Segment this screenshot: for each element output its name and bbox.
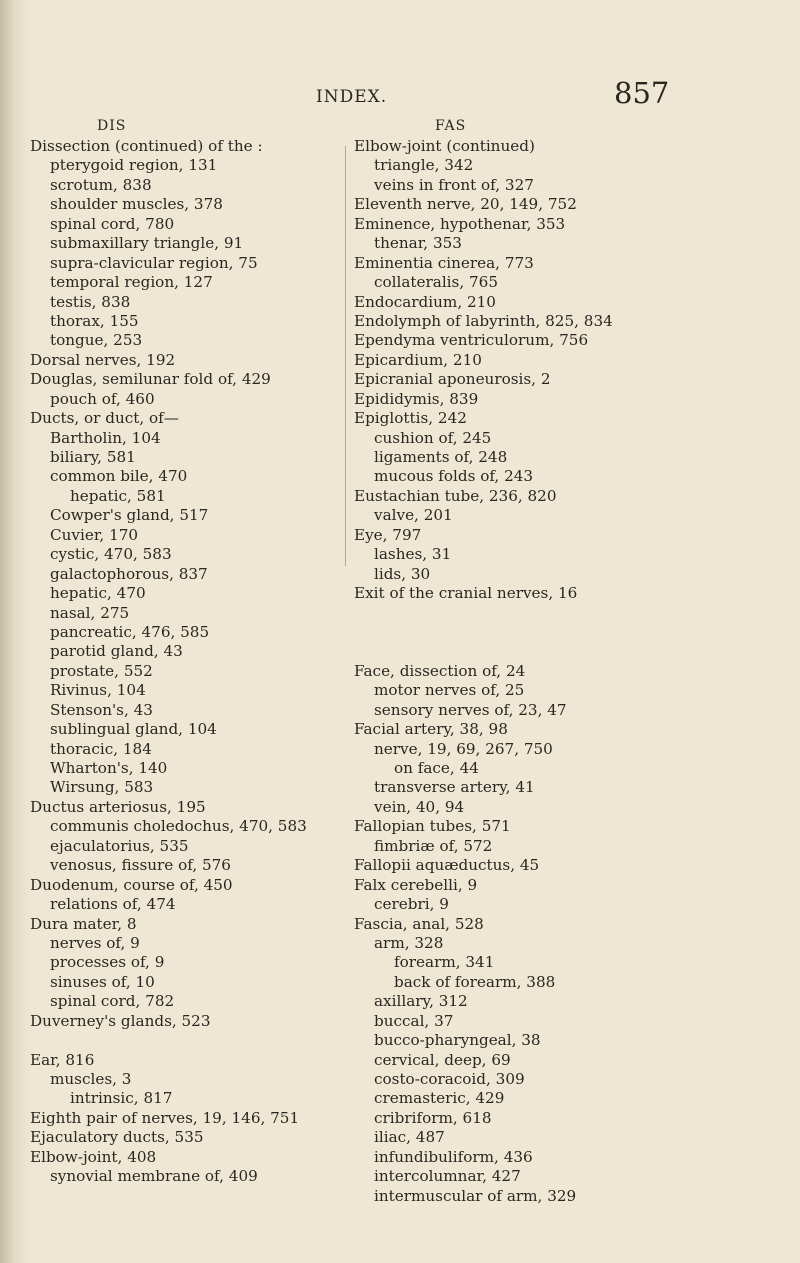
index-subentry: common bile, 470 xyxy=(50,467,188,486)
index-subentry: nasal, 275 xyxy=(50,603,130,622)
index-subentry: sublingual gland, 104 xyxy=(50,720,217,739)
entry-gap xyxy=(354,623,774,642)
index-subentry: thorax, 155 xyxy=(50,311,139,330)
index-entry: Eye, 797 xyxy=(354,525,422,544)
entry-gap xyxy=(354,604,774,623)
index-subentry: Cowper's gland, 517 xyxy=(50,506,209,525)
index-subentry: lashes, 31 xyxy=(374,545,452,564)
index-subentry: intermuscular of arm, 329 xyxy=(374,1186,577,1205)
index-subentry: ejaculatorius, 535 xyxy=(50,836,189,855)
index-subentry: nerves of, 9 xyxy=(50,933,140,952)
index-subentry: testis, 838 xyxy=(50,292,131,311)
index-subentry: scrotum, 838 xyxy=(50,175,152,194)
index-subentry: prostate, 552 xyxy=(50,661,153,680)
index-subentry: costo-coracoid, 309 xyxy=(374,1070,525,1088)
left-column-guide-word: DIS xyxy=(97,118,127,134)
index-subentry: spinal cord, 780 xyxy=(50,214,175,233)
right-index-column xyxy=(354,137,774,1206)
index-subentry: veins in front of, 327 xyxy=(374,175,534,194)
index-entry: Duverney's glands, 523 xyxy=(30,1011,211,1030)
index-subentry: sensory nerves of, 23, 47 xyxy=(374,700,567,719)
index-subentry: biliary, 581 xyxy=(50,448,136,466)
index-subentry: cribriform, 618 xyxy=(374,1108,492,1127)
left-index-column xyxy=(30,137,350,1187)
index-subentry: Wirsung, 583 xyxy=(50,778,154,797)
index-subentry: cerebri, 9 xyxy=(374,895,449,914)
index-subentry: shoulder muscles, 378 xyxy=(50,195,223,214)
index-subentry: tongue, 253 xyxy=(50,331,143,350)
index-subentry: on face, 44 xyxy=(394,759,479,777)
index-subentry: cushion of, 245 xyxy=(374,428,492,447)
index-entry: Elbow-joint (continued) xyxy=(354,137,535,155)
index-subentry: intercolumnar, 427 xyxy=(374,1167,521,1186)
index-subentry: pancreatic, 476, 585 xyxy=(50,622,210,641)
index-subentry: infundibuliform, 436 xyxy=(374,1147,533,1166)
index-entry: Eighth pair of nerves, 19, 146, 751 xyxy=(30,1108,300,1127)
index-subentry: parotid gland, 43 xyxy=(50,642,183,661)
index-subentry: hepatic, 470 xyxy=(50,584,146,603)
index-subentry: galactophorous, 837 xyxy=(50,564,208,583)
index-subentry: Stenson's, 43 xyxy=(50,700,153,719)
index-entry: Epiglottis, 242 xyxy=(354,409,467,428)
index-subentry: transverse artery, 41 xyxy=(374,778,535,797)
index-subentry: Wharton's, 140 xyxy=(50,759,168,777)
index-subentry: axillary, 312 xyxy=(374,992,468,1011)
index-subentry: submaxillary triangle, 91 xyxy=(50,234,244,253)
index-subentry: motor nerves of, 25 xyxy=(374,681,525,700)
index-entry: Dura mater, 8 xyxy=(30,914,137,933)
index-entry: Eminentia cinerea, 773 xyxy=(354,253,534,272)
index-subentry: back of forearm, 388 xyxy=(394,972,556,991)
index-entry: Douglas, semilunar fold of, 429 xyxy=(30,370,271,389)
index-entry: Ductus arteriosus, 195 xyxy=(30,797,206,816)
index-subentry: venosus, fissure of, 576 xyxy=(50,856,231,875)
index-subentry: supra-clavicular region, 75 xyxy=(50,253,258,272)
right-column-guide-word: FAS xyxy=(435,118,467,134)
index-entry: Exit of the cranial nerves, 16 xyxy=(354,584,578,603)
index-subentry: valve, 201 xyxy=(374,506,453,525)
index-entry: Face, dissection of, 24 xyxy=(354,661,526,680)
index-subentry: iliac, 487 xyxy=(374,1128,445,1147)
index-entry: Elbow-joint, 408 xyxy=(30,1147,157,1166)
index-subentry: forearm, 341 xyxy=(394,953,495,972)
index-subentry: hepatic, 581 xyxy=(70,486,166,505)
index-subentry: nerve, 19, 69, 267, 750 xyxy=(374,739,553,758)
index-subentry: spinal cord, 782 xyxy=(50,992,175,1011)
index-subentry: Bartholin, 104 xyxy=(50,428,161,447)
index-subentry: mucous folds of, 243 xyxy=(374,467,534,486)
index-entry: Endolymph of labyrinth, 825, 834 xyxy=(354,311,613,330)
index-entry: Fallopii aquæductus, 45 xyxy=(354,856,540,875)
index-subentry: vein, 40, 94 xyxy=(374,797,465,816)
index-subentry: processes of, 9 xyxy=(50,953,165,972)
index-subentry: lids, 30 xyxy=(374,564,431,583)
index-subentry: arm, 328 xyxy=(374,933,444,952)
index-subentry: buccal, 37 xyxy=(374,1011,454,1030)
index-entry: Eminence, hypothenar, 353 xyxy=(354,214,566,233)
index-subentry: communis choledochus, 470, 583 xyxy=(50,817,307,836)
index-subentry: muscles, 3 xyxy=(50,1070,132,1088)
index-subentry: fimbriæ of, 572 xyxy=(374,836,493,855)
index-subentry: temporal region, 127 xyxy=(50,273,213,292)
index-subentry: Cuvier, 170 xyxy=(50,525,139,544)
index-entry: Epicardium, 210 xyxy=(354,350,482,369)
index-entry: Dissection (continued) of the : xyxy=(30,137,263,155)
index-subentry: bucco-pharyngeal, 38 xyxy=(374,1031,541,1050)
index-entry: Facial artery, 38, 98 xyxy=(354,720,508,739)
index-entry: Endocardium, 210 xyxy=(354,292,496,311)
index-subentry: intrinsic, 817 xyxy=(70,1089,173,1108)
index-entry: Ducts, or duct, of— xyxy=(30,409,179,428)
index-entry: Ependyma ventriculorum, 756 xyxy=(354,331,589,350)
index-entry: Eleventh nerve, 20, 149, 752 xyxy=(354,195,577,214)
index-entry: Ejaculatory ducts, 535 xyxy=(30,1128,204,1147)
index-entry: Epicranial aponeurosis, 2 xyxy=(354,370,551,389)
index-entry: Dorsal nerves, 192 xyxy=(30,350,176,369)
index-subentry: pterygoid region, 131 xyxy=(50,156,218,175)
index-subentry: relations of, 474 xyxy=(50,895,176,914)
index-entry: Fallopian tubes, 571 xyxy=(354,817,511,836)
index-subentry: sinuses of, 10 xyxy=(50,972,155,991)
index-subentry: cystic, 470, 583 xyxy=(50,545,172,564)
index-entry: Falx cerebelli, 9 xyxy=(354,875,478,894)
running-header: INDEX. xyxy=(316,87,388,107)
index-subentry: cremasteric, 429 xyxy=(374,1089,505,1108)
page-number: 857 xyxy=(614,76,670,110)
index-subentry: thoracic, 184 xyxy=(50,739,152,758)
index-subentry: thenar, 353 xyxy=(374,234,462,253)
index-subentry: pouch of, 460 xyxy=(50,389,155,408)
entry-gap xyxy=(30,1031,350,1050)
index-entry: Fascia, anal, 528 xyxy=(354,914,484,933)
index-subentry: cervical, deep, 69 xyxy=(374,1050,511,1069)
index-subentry: Rivinus, 104 xyxy=(50,681,146,700)
index-entry: Ear, 816 xyxy=(30,1050,95,1069)
index-entry: Epididymis, 839 xyxy=(354,389,479,408)
index-subentry: collateralis, 765 xyxy=(374,273,498,292)
index-entry: Duodenum, course of, 450 xyxy=(30,875,233,894)
index-subentry: triangle, 342 xyxy=(374,156,474,175)
entry-gap xyxy=(354,642,774,661)
index-subentry: ligaments of, 248 xyxy=(374,448,508,466)
index-subentry: synovial membrane of, 409 xyxy=(50,1167,258,1186)
index-entry: Eustachian tube, 236, 820 xyxy=(354,486,557,505)
